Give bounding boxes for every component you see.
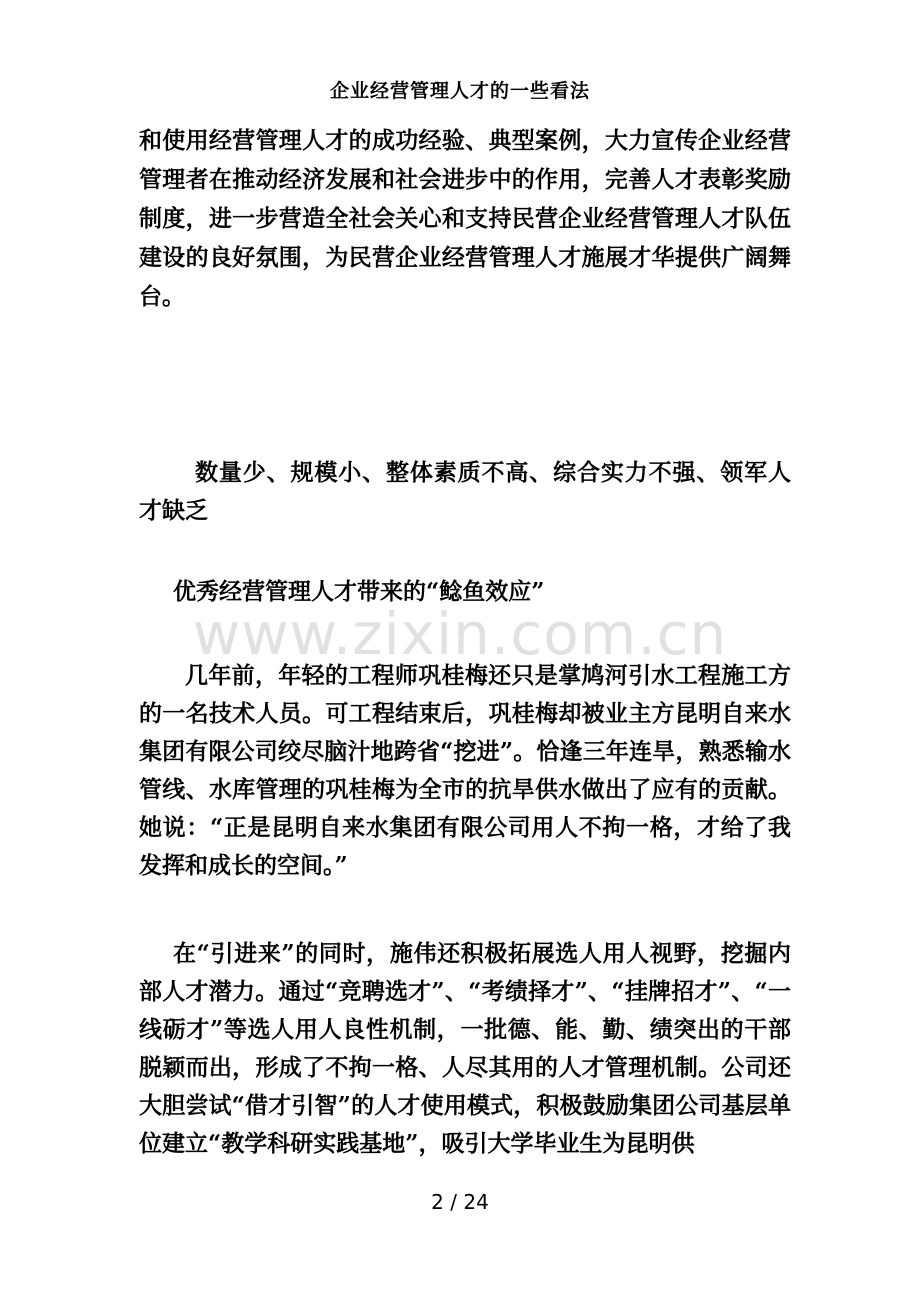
watermark: www.zixin.com.cn — [192, 600, 728, 668]
paragraph-1: 和使用经营管理人才的成功经验、典型案例，大力宣传企业经营管理者在推动经济发展和社会进步中的作用，完善人才表彰奖励制度，进一步营造全社会关心和支持民营企业经营管理人才队伍建设的良好氛围，为民营企业经营管理人才施展才华提供广阔舞台。 — [139, 127, 791, 310]
page-header-title: 企业经营管理人才的一些看法 — [329, 80, 590, 102]
paragraph-4: 在“引进来”的同时，施伟还积极拓展选人用人视野，挖掘内部人才潜力。通过“竞聘选才”、“考绩择才”、“挂牌招才”、“一线砺才”等选人用人良性机制，一批德、能、勤、绩突出的干部脱颖而出，形成了不拘一格、人尽其用的人才管理机制。公司还大胆尝试“借才引智”的人才使用模式，积极鼓励集团公司基层单位建立“教学科研实践基地”，吸引大学毕业生为昆明供 — [139, 940, 791, 1157]
page-number: 2 / 24 — [431, 1190, 489, 1214]
paragraph-2: 数量少、规模小、整体素质不高、综合实力不强、领军人才缺乏 — [139, 459, 791, 524]
section-heading: 优秀经营管理人才带来的“鲶鱼效应” — [173, 578, 545, 605]
paragraph-3: 几年前，年轻的工程师巩桂梅还只是掌鸠河引水工程施工方的一名技术人员。可工程结束后，巩桂梅却被业主方昆明自来水集团有限公司绞尽脑汁地跨省“挖进”。恰逢三年连旱，熟悉输水管线、水库管理的巩桂梅为全市的抗旱供水做出了应有的贡献。她说：“正是昆明自来水集团有限公司用人不拘一格，才给了我发挥和成长的空间。” — [139, 662, 791, 879]
